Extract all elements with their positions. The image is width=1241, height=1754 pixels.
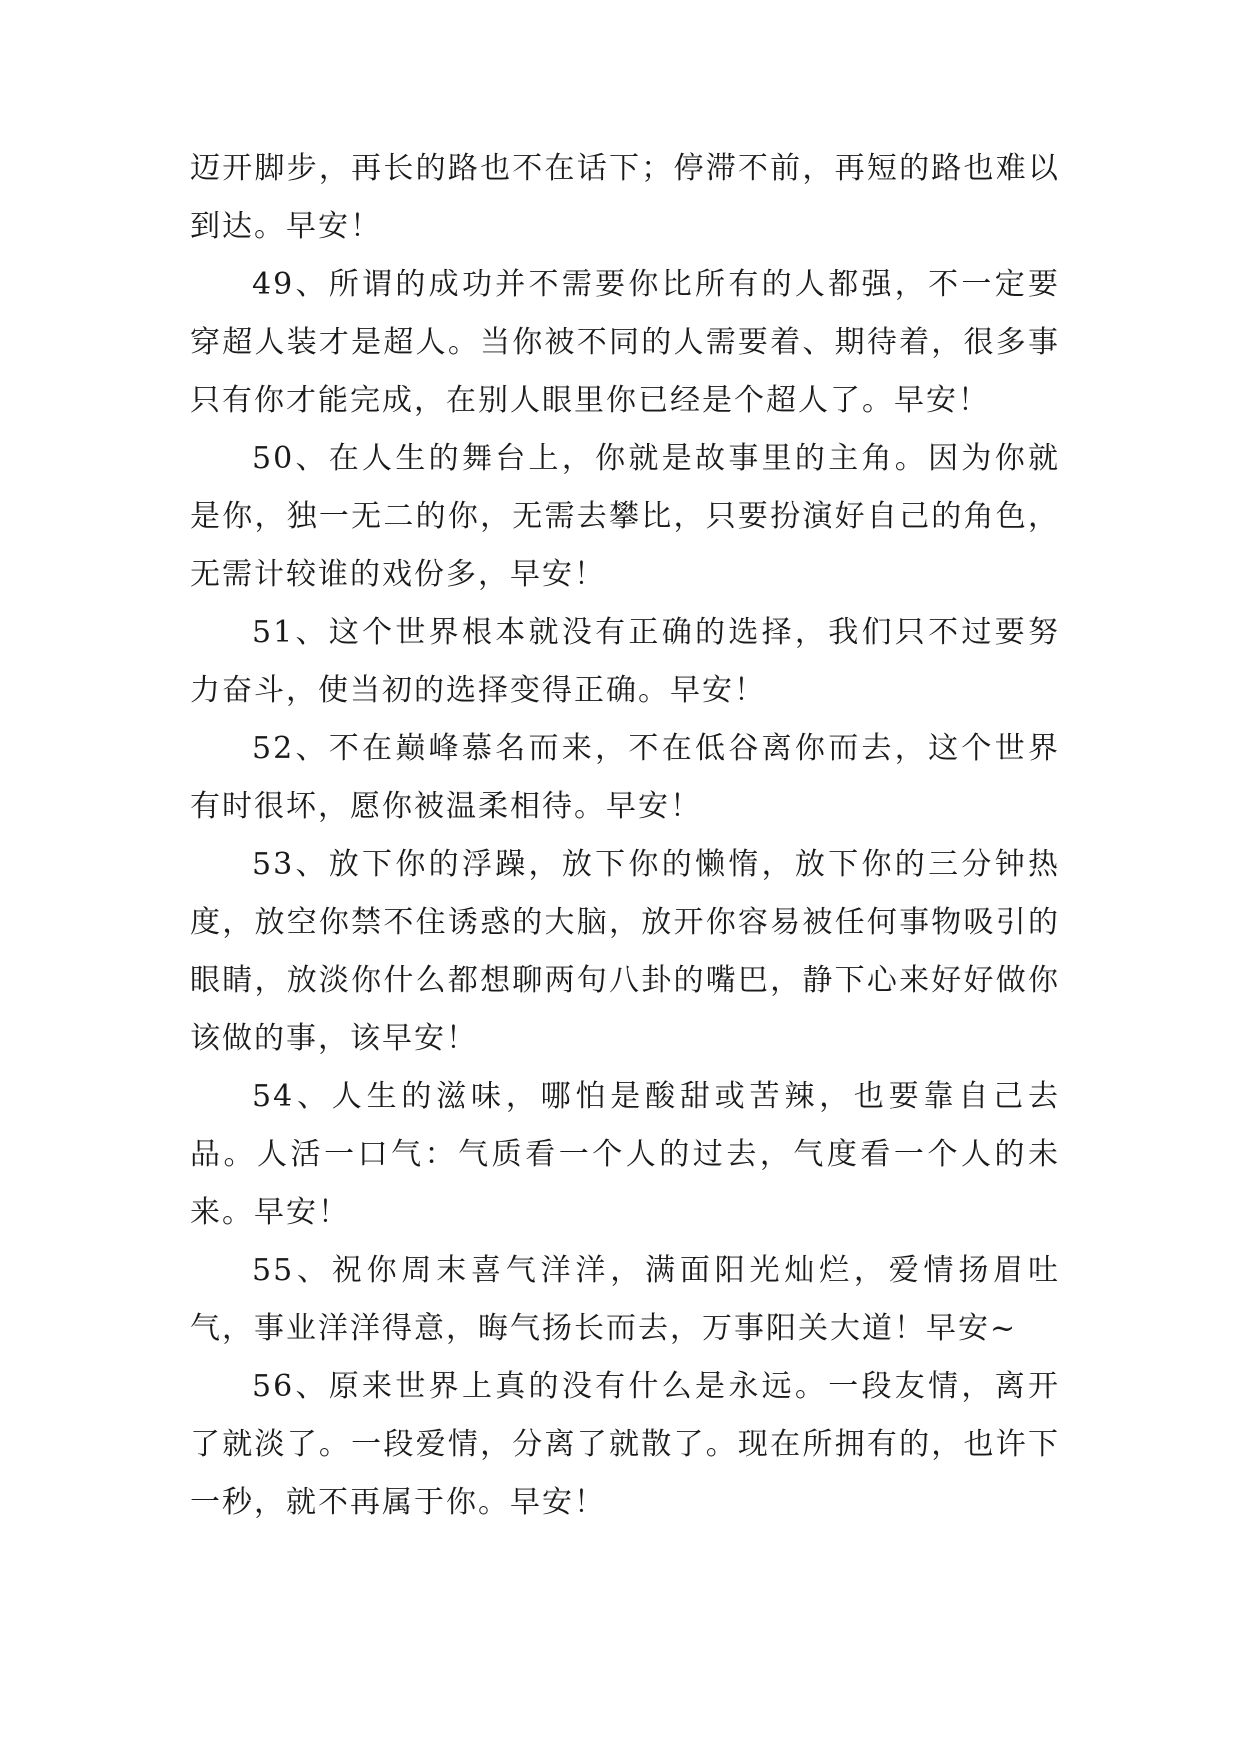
paragraph-51: 51、这个世界根本就没有正确的选择，我们只不过要努力奋斗，使当初的选择变得正确。早安！ <box>190 615 1060 708</box>
paragraph-53: 53、放下你的浮躁，放下你的懒惰，放下你的三分钟热度，放空你禁不住诱惑的大脑，放开你容易被任何事物吸引的眼睛，放淡你什么都想聊两句八卦的嘴巴，静下心来好好做你该做的事，该早安！ <box>190 847 1060 1056</box>
paragraph-54: 54、人生的滋味，哪怕是酸甜或苦辣，也要靠自己去品。人活一口气：气质看一个人的过去，气度看一个人的未来。早安！ <box>190 1079 1060 1230</box>
document-body <box>190 140 1060 1532</box>
paragraph-50: 50、在人生的舞台上，你就是故事里的主角。因为你就是你，独一无二的你，无需去攀比，只要扮演好自己的角色，无需计较谁的戏份多，早安！ <box>190 441 1060 592</box>
paragraph-intro: 迈开脚步，再长的路也不在话下；停滞不前，再短的路也难以到达。早安！ <box>190 151 1060 244</box>
paragraph-49: 49、所谓的成功并不需要你比所有的人都强，不一定要穿超人装才是超人。当你被不同的人需要着、期待着，很多事只有你才能完成，在别人眼里你已经是个超人了。早安！ <box>190 267 1060 418</box>
paragraph-56: 56、原来世界上真的没有什么是永远。一段友情，离开了就淡了。一段爱情，分离了就散了。现在所拥有的，也许下一秒，就不再属于你。早安！ <box>190 1369 1060 1520</box>
paragraph-55: 55、祝你周末喜气洋洋，满面阳光灿烂，爱情扬眉吐气，事业洋洋得意，晦气扬长而去，万事阳关大道！早安~ <box>190 1253 1060 1346</box>
paragraph-52: 52、不在巅峰慕名而来，不在低谷离你而去，这个世界有时很坏，愿你被温柔相待。早安！ <box>190 731 1060 824</box>
